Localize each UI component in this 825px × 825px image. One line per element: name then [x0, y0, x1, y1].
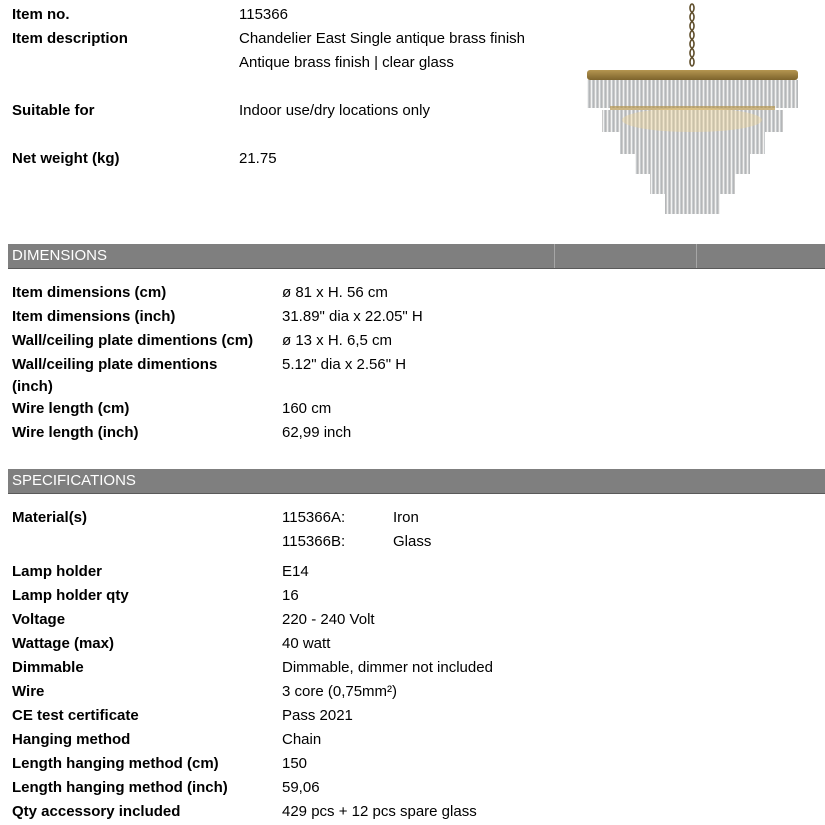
suitable-for-value: Indoor use/dry locations only — [239, 102, 430, 119]
spec-label: Voltage — [12, 611, 66, 628]
item-description-label: Item description — [12, 30, 128, 47]
specifications-header-label: SPECIFICATIONS — [12, 472, 136, 489]
spec-label: Length hanging method (cm) — [12, 755, 219, 772]
dimension-label: Wire length (cm) — [12, 400, 130, 417]
dimension-label: Wire length (inch) — [12, 424, 139, 441]
material-name: Glass — [393, 533, 432, 550]
material-code: 115366B: — [282, 533, 346, 550]
spec-value: 40 watt — [282, 635, 331, 652]
dimensions-header — [8, 244, 825, 269]
dimension-value: 160 cm — [282, 400, 332, 417]
spec-value: 59,06 — [282, 779, 320, 796]
dimension-value: ø 81 x H. 56 cm — [282, 284, 388, 301]
dimension-label: Wall/ceiling plate dimentions — [12, 356, 218, 373]
spec-value: Pass 2021 — [282, 707, 353, 724]
dimension-label-continued: (inch) — [12, 378, 53, 395]
material-name: Iron — [393, 509, 419, 526]
spec-label: Length hanging method (inch) — [12, 779, 228, 796]
dimension-value: 31.89" dia x 22.05" H — [282, 308, 423, 325]
spec-value: Chain — [282, 731, 322, 748]
spec-label: Lamp holder — [12, 563, 103, 580]
net-weight-value: 21.75 — [239, 150, 277, 167]
spec-value: 3 core (0,75mm²) — [282, 683, 398, 700]
item-description-line1: Chandelier East Single antique brass finish — [239, 30, 526, 47]
spec-label: Qty accessory included — [12, 803, 181, 820]
header-divider — [696, 244, 697, 268]
spec-label: Hanging method — [12, 731, 131, 748]
item-no-value: 115366 — [239, 6, 288, 23]
spec-value: E14 — [282, 563, 309, 580]
dimensions-header-label: DIMENSIONS — [12, 247, 108, 264]
spec-label: Wattage (max) — [12, 635, 114, 652]
spec-value: Dimmable, dimmer not included — [282, 659, 493, 676]
spec-value: 16 — [282, 587, 299, 604]
specifications-header — [8, 469, 825, 494]
dimension-label: Item dimensions (cm) — [12, 284, 167, 301]
spec-label: Lamp holder qty — [12, 587, 129, 604]
spec-value: 220 - 240 Volt — [282, 611, 375, 628]
spec-label: CE test certificate — [12, 707, 139, 724]
spec-label: Wire — [12, 683, 45, 700]
chandelier-image — [580, 0, 805, 225]
dimension-label: Wall/ceiling plate dimentions (cm) — [12, 332, 254, 349]
spec-value: 429 pcs + 12 pcs spare glass — [282, 803, 477, 820]
header-divider — [554, 244, 555, 268]
spec-value: 150 — [282, 755, 308, 772]
item-no-label: Item no. — [12, 6, 70, 23]
material-code: 115366A: — [282, 509, 346, 526]
dimension-value: 62,99 inch — [282, 424, 352, 441]
suitable-for-label: Suitable for — [12, 102, 95, 119]
spec-label: Dimmable — [12, 659, 84, 676]
net-weight-label: Net weight (kg) — [12, 150, 120, 167]
item-description-line2: Antique brass finish | clear glass — [239, 54, 454, 71]
dimension-value: 5.12" dia x 2.56" H — [282, 356, 407, 373]
dimension-label: Item dimensions (inch) — [12, 308, 176, 325]
material-label: Material(s) — [12, 509, 88, 526]
dimension-value: ø 13 x H. 6,5 cm — [282, 332, 393, 349]
